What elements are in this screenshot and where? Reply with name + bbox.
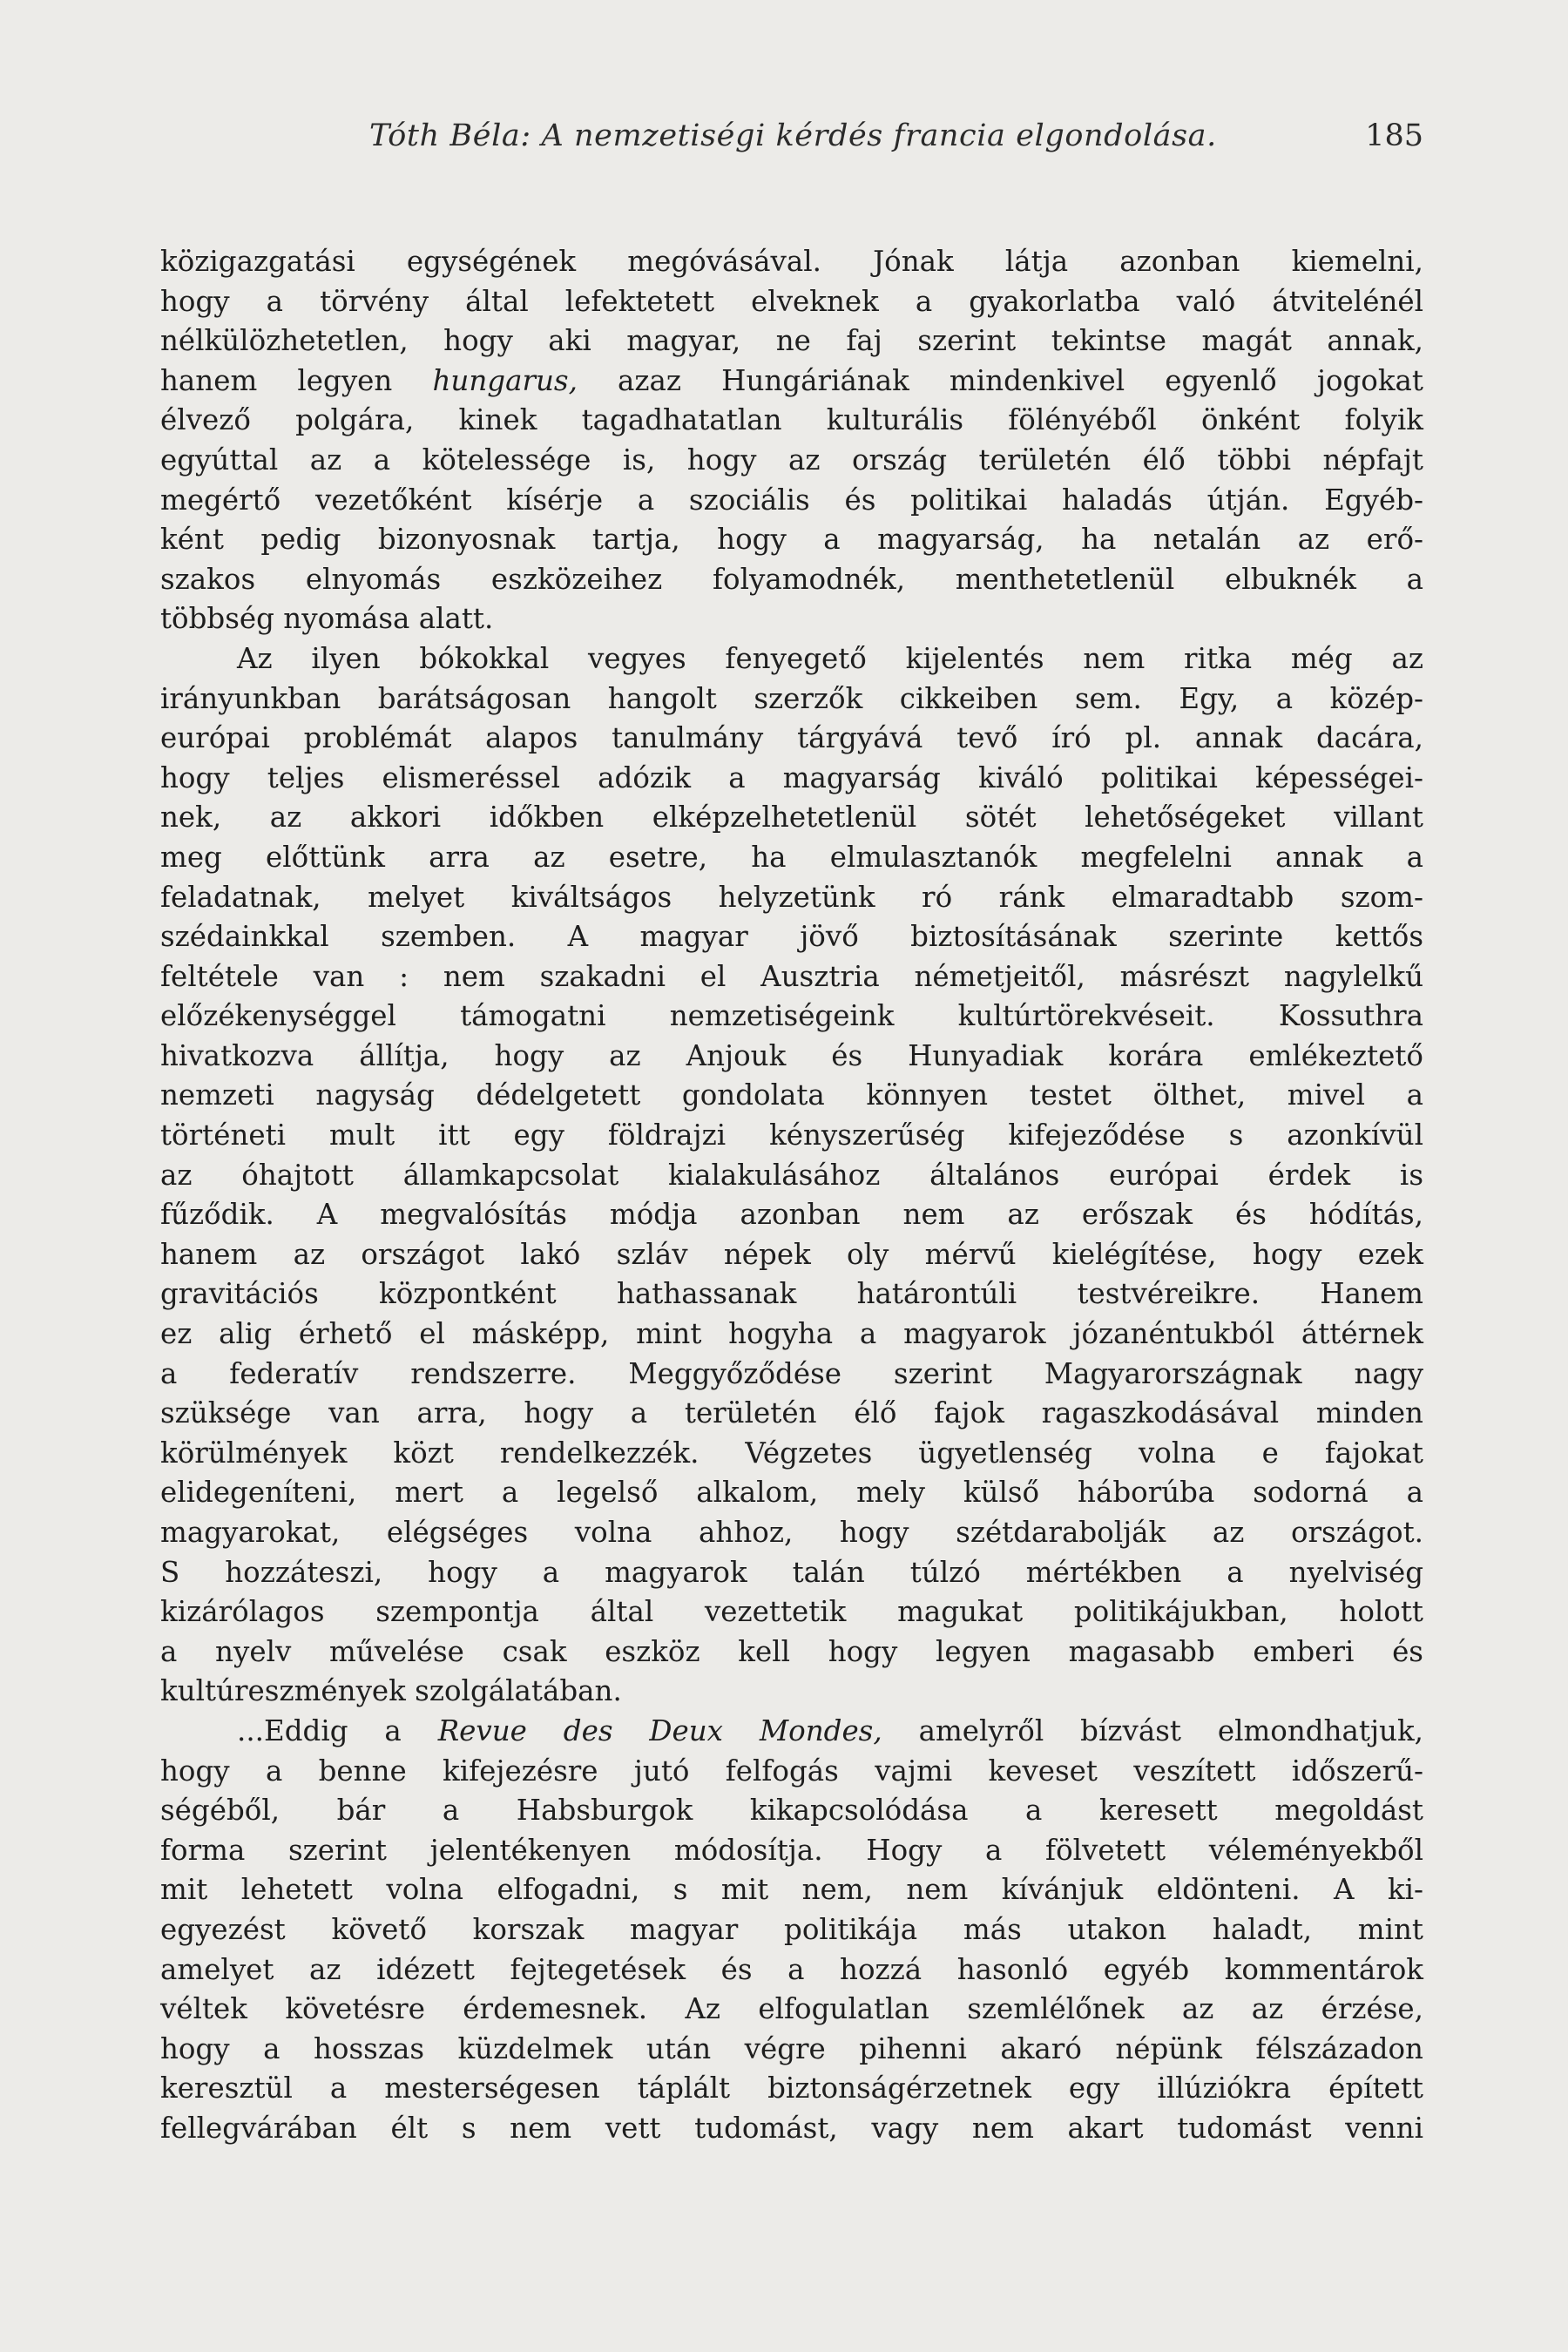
text-line: forma szerint jelentékenyen módosítja. Hogy a fölvetett véleményekből [160,1833,1423,1867]
text-line: a nyelv művelése csak eszköz kell hogy legyen magasabb emberi és [160,1634,1423,1668]
text-line: egyezést követő korszak magyar politikája más utakon haladt, mint [160,1912,1423,1946]
text-line: hogy a hosszas küzdelmek után végre pihenni akaró népünk félszázadon [160,2031,1423,2065]
text-line: ségéből, bár a Habsburgok kikapcsolódása a keresett megoldást [160,1794,1423,1828]
paragraph-start-line [160,1712,1423,1752]
text-line: elidegeníteni, mert a legelső alkalom, mely külső háborúba sodorná a [160,1476,1423,1510]
text-line [160,362,1423,402]
text-line: fellegvárában élt s nem vett tudomást, vagy nem akart tudomást venni [160,2111,1423,2145]
text-line: ként pedig bizonyosnak tartja, hogy a magyarság, ha netalán az erő- [160,523,1423,557]
text-line: körülmények közt rendelkezzék. Végzetes ügyetlenség volna e fajokat [160,1436,1423,1470]
italic-title-revue: Revue des Deux Mondes, [437,1713,882,1747]
text-line: hogy a törvény által lefektetett elveknek a gyakorlatba való átvitelénél [160,284,1423,318]
text-run: amelyről bízvást elmondhatjuk, [882,1713,1423,1747]
text-run: ...Eddig a [237,1713,438,1747]
page-number: 185 [1365,118,1423,153]
text-line: magyarokat, elégséges volna ahhoz, hogy szétdarabolják az országot. [160,1516,1423,1549]
text-line: élvező polgára, kinek tagadhatatlan kulturális fölényéből önként folyik [160,403,1423,437]
text-line: amelyet az idézett fejtegetések és a hozzá hasonló egyéb kommentárok [160,1952,1423,1986]
text-line: nélkülözhetetlen, hogy aki magyar, ne faj szerint tekintse magát annak, [160,324,1423,358]
text-line: feladatnak, melyet kiváltságos helyzetünk ró ránk elmaradtabb szom- [160,880,1423,914]
text-line: az óhajtott államkapcsolat kialakulásához általános európai érdek is [160,1158,1423,1192]
text-line: irányunkban barátságosan hangolt szerzők cikkeiben sem. Egy, a közép- [160,681,1423,715]
body-text [160,242,1423,2149]
text-line: fűződik. A megvalósítás módja azonban nem az erőszak és hódítás, [160,1198,1423,1232]
text-line: egyúttal az a kötelessége is, hogy az ország területén élő többi népfajt [160,443,1423,476]
text-line: előzékenységgel támogatni nemzetiségeink kultúrtörekvéseit. Kossuthra [160,999,1423,1033]
italic-term-hungarus: hungarus, [432,363,578,397]
text-line: történeti mult itt egy földrajzi kényszerűség kifejeződése s azonkívül [160,1119,1423,1152]
text-run: hanem legyen [160,363,433,397]
text-line: gravitációs központként hathassanak határontúli testvéreikre. Hanem [160,1277,1423,1311]
text-line: hivatkozva állítja, hogy az Anjouk és Hunyadiak korára emlékeztető [160,1038,1423,1072]
text-line: közigazgatási egységének megóvásával. Jónak látja azonban kiemelni, [160,245,1423,278]
text-line: nek, az akkori időkben elképzelhetetlenül sötét lehetőségeket villant [160,801,1423,835]
text-line: nemzeti nagyság dédelgetett gondolata könnyen testet ölthet, mivel a [160,1078,1423,1112]
text-line: megértő vezetőként kísérje a szociális és politikai haladás útján. Egyéb- [160,483,1423,517]
text-line: S hozzáteszi, hogy a magyarok talán túlzó mértékben a nyelviség [160,1555,1423,1589]
text-line: szédainkkal szemben. A magyar jövő biztosításának szerinte kettős [160,920,1423,954]
text-line: meg előttünk arra az esetre, ha elmulasztanók megfelelni annak a [160,840,1423,874]
text-line: a federatív rendszerre. Meggyőződése szerint Magyarországnak nagy [160,1356,1423,1390]
text-line: mit lehetett volna elfogadni, s mit nem, nem kívánjuk eldönteni. A ki- [160,1873,1423,1907]
text-line: szakos elnyomás eszközeihez folyamodnék, menthetetlenül elbuknék a [160,562,1423,596]
text-line: többség nyomása alatt. [160,602,494,636]
running-title: Tóth Béla: A nemzetiségi kérdés francia elgondolása. [369,118,1217,153]
text-line: ez alig érhető el másképp, mint hogyha a magyarok józanéntukból áttérnek [160,1317,1423,1351]
text-run: azaz Hungáriának mindenkivel egyenlő jogokat [577,363,1423,397]
running-header [160,118,1423,171]
text-line: hogy teljes elismeréssel adózik a magyarság kiváló politikai képességei- [160,760,1423,794]
text-line: szüksége van arra, hogy a területén élő fajok ragaszkodásával minden [160,1396,1423,1430]
text-line: hogy a benne kifejezésre jutó felfogás vajmi keveset veszített időszerű- [160,1754,1423,1788]
text-line: európai problémát alapos tanulmány tárgyává tevő író pl. annak dacára, [160,721,1423,755]
text-line: feltétele van : nem szakadni el Ausztria németjeitől, másrészt nagylelkű [160,959,1423,993]
text-line: kizárólagos szempontja által vezettetik magukat politikájukban, holott [160,1595,1423,1629]
paragraph-start-line: Az ilyen bókokkal vegyes fenyegető kijelentés nem ritka még az [237,641,1423,675]
text-line: kultúreszmények szolgálatában. [160,1674,622,1708]
text-line: hanem az országot lakó szláv népek oly mérvű kielégítése, hogy ezek [160,1237,1423,1271]
text-line: keresztül a mesterségesen táplált biztonságérzetnek egy illúziókra épített [160,2072,1423,2105]
text-line: véltek követésre érdemesnek. Az elfogulatlan szemlélőnek az az érzése, [160,1992,1423,2026]
